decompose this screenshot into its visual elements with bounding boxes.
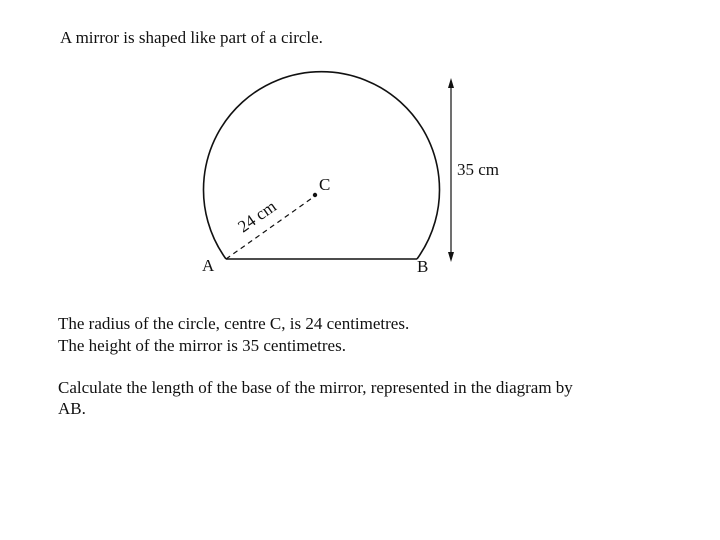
question-intro: A mirror is shaped like part of a circle. bbox=[60, 28, 323, 47]
label-a: A bbox=[202, 256, 215, 275]
height-arrow-head-top bbox=[448, 78, 454, 88]
radius-label: 24 cm bbox=[234, 196, 280, 237]
mirror-arc bbox=[203, 72, 439, 259]
centre-point bbox=[313, 193, 317, 197]
question-task-text-cont: AB. bbox=[58, 399, 86, 418]
height-arrow-head-bottom bbox=[448, 252, 454, 262]
question-height-text: The height of the mirror is 35 centimetres. bbox=[58, 336, 346, 355]
label-c: C bbox=[319, 175, 331, 194]
height-label: 35 cm bbox=[457, 160, 500, 179]
label-b: B bbox=[417, 257, 429, 276]
question-radius-text: The radius of the circle, centre C, is 24 centimetres. bbox=[58, 314, 410, 333]
question-task-text: Calculate the length of the base of the mirror, represented in the diagram by bbox=[58, 378, 573, 397]
